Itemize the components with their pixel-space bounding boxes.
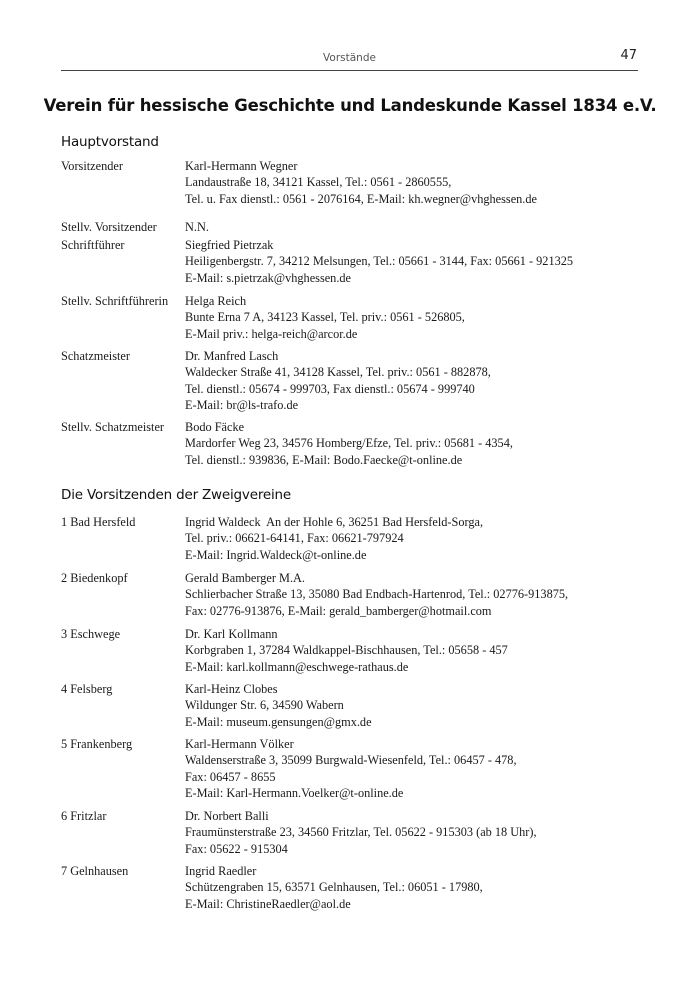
entry-line: Tel. u. Fax dienstl.: 0561 - 2076164, E-Mail: kh.wegner@vhghessen.de: [185, 191, 537, 206]
page-number: 47: [620, 48, 637, 63]
entry-line: Bodo Fäcke: [185, 420, 245, 434]
entry-line: E-Mail: br@ls-trafo.de: [185, 397, 299, 412]
branch-name: 7 Gelnhausen: [61, 864, 129, 878]
section-heading-hauptvorstand: Hauptvorstand: [61, 134, 159, 150]
entry-details: [185, 219, 209, 235]
entry-details: [185, 863, 483, 912]
entry-line: E-Mail: ChristineRaedler@aol.de: [185, 896, 351, 911]
entry-line: Tel. dienstl.: 05674 - 999703, Fax dienstl.: 05674 - 999740: [185, 381, 475, 396]
entry-line: Ingrid Waldeck An der Hohle 6, 36251 Bad Hersfeld-Sorga,: [185, 515, 484, 529]
entry-role: Stellv. Schriftführerin: [61, 294, 169, 308]
entry-line: Wildunger Str. 6, 34590 Wabern: [185, 698, 344, 713]
entry-line: E-Mail: Ingrid.Waldeck@t-online.de: [185, 547, 367, 562]
entry-line: E-Mail: s.pietrzak@vhghessen.de: [185, 270, 352, 285]
entry-line: Schlierbacher Straße 13, 35080 Bad Endbach-Hartenrod, Tel.: 02776-913875,: [185, 587, 569, 602]
entry-line: Landaustraße 18, 34121 Kassel, Tel.: 0561 - 2860555,: [185, 175, 452, 190]
entry-line: Waldenserstraße 3, 35099 Burgwald-Wiesenfeld, Tel.: 06457 - 478,: [185, 753, 517, 768]
entry-details: [185, 293, 465, 342]
entry-line: Korbgraben 1, 37284 Waldkappel-Bischhausen, Tel.: 05658 - 457: [185, 643, 508, 658]
entry-role: Stellv. Schatzmeister: [61, 420, 165, 434]
page-title: Verein für hessische Geschichte und Landeskunde Kassel 1834 e.V.: [43, 96, 657, 115]
running-header: [61, 48, 638, 68]
entry-details: [185, 237, 573, 286]
entry-line: Waldecker Straße 41, 34128 Kassel, Tel. priv.: 0561 - 882878,: [185, 365, 491, 380]
entry-line: Tel. dienstl.: 939836, E-Mail: Bodo.Faecke@t-online.de: [185, 452, 463, 467]
entry-line: Dr. Manfred Lasch: [185, 349, 279, 363]
entry-line: E-Mail: museum.gensungen@gmx.de: [185, 714, 372, 729]
branch-name: 6 Fritzlar: [61, 809, 107, 823]
entry-line: Heiligenbergstr. 7, 34212 Melsungen, Tel.: 05661 - 3144, Fax: 05661 - 921325: [185, 254, 574, 269]
entry-role: Stellv. Vorsitzender: [61, 220, 157, 234]
entry-line: Mardorfer Weg 23, 34576 Homberg/Efze, Tel. priv.: 05681 - 4354,: [185, 436, 513, 451]
branch-name: 4 Felsberg: [61, 682, 113, 696]
branch-name: 2 Biedenkopf: [61, 571, 128, 585]
entry-line: Karl-Hermann Völker: [185, 737, 294, 751]
entry-details: [185, 348, 491, 413]
section-heading-zweigvereine: Die Vorsitzenden der Zweigvereine: [61, 487, 291, 503]
entry-line: Dr. Norbert Balli: [185, 809, 269, 823]
entry-line: Helga Reich: [185, 294, 247, 308]
entry-line: Schützengraben 15, 63571 Gelnhausen, Tel.: 06051 - 17980,: [185, 880, 483, 895]
entry-line: Gerald Bamberger M.A.: [185, 571, 305, 585]
branch-name: 1 Bad Hersfeld: [61, 515, 136, 529]
branch-name: 3 Eschwege: [61, 627, 121, 641]
entry-details: [185, 570, 568, 619]
entry-details: [185, 626, 508, 675]
entry-role: Schatzmeister: [61, 349, 130, 363]
entry-line: Bunte Erna 7 A, 34123 Kassel, Tel. priv.: 0561 - 526805,: [185, 310, 465, 325]
entry-details: [185, 514, 483, 563]
entry-line: Fax: 05622 - 915304: [185, 841, 288, 856]
entry-details: [185, 808, 537, 857]
running-title: Vorstände: [323, 52, 376, 64]
entry-line: Ingrid Raedler: [185, 864, 257, 878]
entry-line: Fraumünsterstraße 23, 34560 Fritzlar, Tel. 05622 - 915303 (ab 18 Uhr),: [185, 825, 537, 840]
entry-line: E-Mail: Karl-Hermann.Voelker@t-online.de: [185, 785, 404, 800]
entry-role: Schriftführer: [61, 238, 125, 252]
entry-line: N.N.: [185, 220, 209, 234]
entry-line: Siegfried Pietrzak: [185, 238, 274, 252]
entry-line: Fax: 06457 - 8655: [185, 769, 276, 784]
entry-details: [185, 158, 537, 207]
entry-line: E-Mail priv.: helga-reich@arcor.de: [185, 326, 358, 341]
entry-line: Fax: 02776-913876, E-Mail: gerald_bamberger@hotmail.com: [185, 603, 492, 618]
entry-details: [185, 736, 517, 801]
entry-line: Karl-Hermann Wegner: [185, 159, 298, 173]
header-rule: [61, 70, 638, 71]
entry-line: Karl-Heinz Clobes: [185, 682, 278, 696]
entry-details: [185, 419, 513, 468]
entry-details: [185, 681, 372, 730]
entry-line: Tel. priv.: 06621-64141, Fax: 06621-797924: [185, 531, 404, 546]
entry-line: Dr. Karl Kollmann: [185, 627, 278, 641]
entry-role: Vorsitzender: [61, 159, 123, 173]
entry-line: E-Mail: karl.kollmann@eschwege-rathaus.de: [185, 659, 409, 674]
branch-name: 5 Frankenberg: [61, 737, 133, 751]
